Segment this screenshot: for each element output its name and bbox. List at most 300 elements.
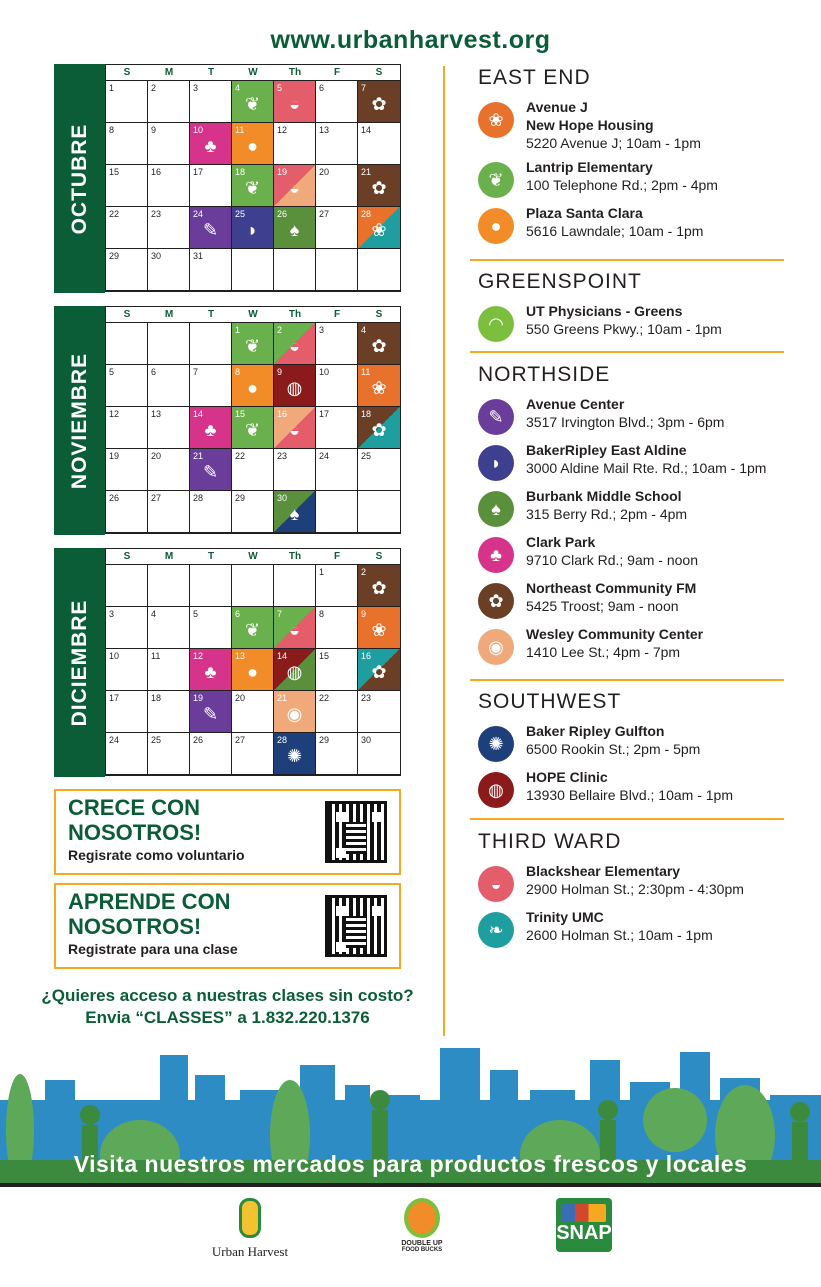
classes-sms-instruction[interactable]: Envia “CLASSES” a 1.832.220.1376 bbox=[85, 1008, 370, 1027]
day-number: 18 bbox=[235, 167, 246, 177]
market-day-cell bbox=[274, 207, 316, 249]
produce-icon: ◉ bbox=[478, 629, 514, 665]
day-number: 29 bbox=[235, 493, 246, 503]
day-number: 13 bbox=[151, 409, 162, 419]
day-cell bbox=[358, 733, 400, 775]
day-number: 14 bbox=[193, 409, 204, 419]
promo-heading-line1: CRECE CON bbox=[68, 795, 201, 820]
weekday-label: S bbox=[123, 309, 131, 320]
day-cell bbox=[316, 365, 358, 407]
market-day-cell bbox=[232, 365, 274, 407]
day-number: 23 bbox=[151, 209, 162, 219]
market-day-cell bbox=[232, 323, 274, 365]
day-cell bbox=[358, 249, 400, 291]
location-address-hours: 550 Greens Pkwy.; 10am - 1pm bbox=[526, 321, 722, 337]
location-name: BakerRipley East Aldine bbox=[526, 442, 687, 458]
region-divider bbox=[470, 351, 784, 353]
snap-logo[interactable] bbox=[556, 1198, 612, 1252]
day-number: 3 bbox=[319, 325, 325, 335]
day-cell bbox=[148, 565, 190, 607]
location-address-hours: 9710 Clark Rd.; 9am - noon bbox=[526, 552, 698, 568]
day-number: 14 bbox=[277, 651, 288, 661]
weekday-label: M bbox=[164, 67, 174, 78]
day-cell bbox=[190, 323, 232, 365]
weekday-label: W bbox=[248, 551, 258, 562]
produce-icon: ◒ bbox=[289, 93, 300, 114]
day-cell bbox=[190, 81, 232, 123]
weekday-header bbox=[106, 65, 400, 81]
produce-icon: ✿ bbox=[371, 177, 387, 198]
produce-icon: ❀ bbox=[478, 102, 514, 138]
day-cell bbox=[190, 607, 232, 649]
day-number: 21 bbox=[361, 167, 372, 177]
day-number: 2 bbox=[361, 567, 367, 577]
produce-icon: ♠ bbox=[478, 491, 514, 527]
day-cell bbox=[190, 249, 232, 291]
weekday-label: F bbox=[333, 551, 341, 562]
market-day-cell bbox=[190, 123, 232, 165]
produce-icon: ❦ bbox=[244, 177, 261, 198]
month-band bbox=[54, 548, 105, 777]
class-promo bbox=[54, 883, 401, 969]
region-title: GREENSPOINT bbox=[478, 270, 642, 293]
produce-icon: ♣ bbox=[204, 419, 217, 440]
day-number: 7 bbox=[193, 367, 199, 377]
day-number: 4 bbox=[361, 325, 367, 335]
location-address-hours: 6500 Rookin St.; 2pm - 5pm bbox=[526, 741, 701, 757]
day-number: 10 bbox=[193, 125, 204, 135]
volunteer-promo bbox=[54, 789, 401, 875]
day-number: 7 bbox=[361, 83, 367, 93]
day-cell bbox=[106, 565, 148, 607]
market-day-cell bbox=[358, 207, 400, 249]
day-cell bbox=[274, 123, 316, 165]
region-divider bbox=[470, 259, 784, 261]
produce-icon: ◒ bbox=[478, 866, 514, 902]
produce-icon: ❦ bbox=[478, 162, 514, 198]
day-number: 21 bbox=[277, 693, 288, 703]
market-location bbox=[478, 487, 784, 527]
day-cell bbox=[106, 165, 148, 207]
weekday-header bbox=[106, 549, 400, 565]
day-cell bbox=[358, 691, 400, 733]
classes-sms-info bbox=[0, 985, 455, 1029]
market-location bbox=[478, 862, 784, 902]
month-band bbox=[54, 306, 105, 535]
location-address-hours: 1410 Lee St.; 4pm - 7pm bbox=[526, 644, 681, 660]
market-day-cell bbox=[274, 165, 316, 207]
day-cell bbox=[148, 365, 190, 407]
produce-icon: ◗ bbox=[478, 445, 514, 481]
day-cell bbox=[274, 449, 316, 491]
day-cell bbox=[148, 449, 190, 491]
market-day-cell bbox=[232, 207, 274, 249]
weekday-label: T bbox=[207, 67, 215, 78]
day-cell bbox=[316, 607, 358, 649]
location-list bbox=[478, 862, 784, 948]
column-divider bbox=[443, 66, 445, 1036]
day-number: 12 bbox=[109, 409, 120, 419]
day-number: 8 bbox=[109, 125, 115, 135]
produce-icon: ✿ bbox=[371, 577, 387, 598]
day-cell bbox=[106, 649, 148, 691]
urban-harvest-wordmark: Urban Harvest bbox=[211, 1244, 289, 1259]
location-name: Avenue Center bbox=[526, 396, 625, 412]
produce-icon: ♣ bbox=[478, 537, 514, 573]
day-cell bbox=[148, 249, 190, 291]
market-day-cell bbox=[358, 365, 400, 407]
day-number: 16 bbox=[361, 651, 372, 661]
produce-icon: ◒ bbox=[289, 335, 300, 356]
weekday-label: W bbox=[248, 67, 258, 78]
day-number: 11 bbox=[151, 651, 161, 661]
produce-icon: ❀ bbox=[371, 219, 387, 240]
produce-icon: ❦ bbox=[244, 619, 261, 640]
day-number: 29 bbox=[319, 735, 330, 745]
weekday-label: W bbox=[248, 309, 258, 320]
class-qr-code[interactable] bbox=[325, 895, 387, 957]
day-number: 4 bbox=[235, 83, 241, 93]
day-number: 27 bbox=[319, 209, 330, 219]
location-name: Clark Park bbox=[526, 534, 596, 550]
markets-banner: Visita nuestros mercados para productos frescos y locales bbox=[73, 1151, 748, 1177]
location-name: Northeast Community FM bbox=[526, 580, 697, 596]
day-number: 5 bbox=[109, 367, 115, 377]
weekday-label: S bbox=[375, 309, 383, 320]
day-cell bbox=[148, 607, 190, 649]
day-number: 26 bbox=[193, 735, 204, 745]
produce-icon: ◒ bbox=[289, 419, 300, 440]
day-number: 15 bbox=[109, 167, 120, 177]
day-cell bbox=[148, 323, 190, 365]
produce-icon: ◗ bbox=[247, 219, 258, 240]
produce-icon: ❀ bbox=[371, 377, 387, 398]
market-location bbox=[478, 158, 784, 198]
day-number: 10 bbox=[319, 367, 330, 377]
market-location bbox=[478, 533, 784, 573]
produce-icon: ❦ bbox=[244, 419, 261, 440]
location-list bbox=[478, 98, 784, 244]
weekday-label: T bbox=[207, 309, 215, 320]
day-number: 10 bbox=[109, 651, 120, 661]
day-number: 14 bbox=[361, 125, 372, 135]
market-day-cell bbox=[190, 407, 232, 449]
day-cell bbox=[106, 449, 148, 491]
day-number: 20 bbox=[319, 167, 330, 177]
day-number: 25 bbox=[235, 209, 246, 219]
market-day-cell bbox=[274, 365, 316, 407]
day-cell bbox=[358, 449, 400, 491]
day-cell bbox=[106, 607, 148, 649]
day-cell bbox=[106, 323, 148, 365]
region-title: SOUTHWEST bbox=[478, 690, 622, 713]
day-cell bbox=[148, 207, 190, 249]
location-name: HOPE Clinic bbox=[526, 769, 608, 785]
day-number: 11 bbox=[361, 367, 371, 377]
market-day-cell bbox=[232, 123, 274, 165]
region-title: THIRD WARD bbox=[478, 830, 622, 853]
produce-icon: ❦ bbox=[244, 93, 261, 114]
day-number: 1 bbox=[235, 325, 241, 335]
region-southwest bbox=[478, 690, 784, 814]
day-cell bbox=[190, 365, 232, 407]
day-cell bbox=[106, 491, 148, 533]
day-cell bbox=[232, 691, 274, 733]
day-number: 31 bbox=[193, 251, 204, 261]
location-address-hours: 5616 Lawndale; 10am - 1pm bbox=[526, 223, 704, 239]
day-number: 13 bbox=[319, 125, 330, 135]
double-up-food-bucks-logo[interactable] bbox=[392, 1198, 452, 1253]
region-northside bbox=[478, 363, 784, 671]
day-number: 21 bbox=[193, 451, 204, 461]
day-number: 12 bbox=[277, 125, 288, 135]
region-divider bbox=[470, 818, 784, 820]
location-address-hours: 5425 Troost; 9am - noon bbox=[526, 598, 679, 614]
day-number: 17 bbox=[319, 409, 330, 419]
snap-text: SNAP bbox=[556, 1222, 612, 1244]
location-name: Wesley Community Center bbox=[526, 626, 704, 642]
location-address-hours: 13930 Bellaire Blvd.; 10am - 1pm bbox=[526, 787, 733, 803]
weekday-label: M bbox=[164, 309, 174, 320]
day-number: 11 bbox=[235, 125, 245, 135]
volunteer-qr-code[interactable] bbox=[325, 801, 387, 863]
food-bucks-text: FOOD BUCKS bbox=[401, 1247, 443, 1253]
day-cell bbox=[190, 733, 232, 775]
calendar-grid bbox=[105, 64, 401, 292]
day-number: 16 bbox=[277, 409, 288, 419]
day-cell bbox=[358, 123, 400, 165]
day-cell bbox=[274, 249, 316, 291]
day-number: 5 bbox=[193, 609, 199, 619]
produce-icon: ✎ bbox=[202, 703, 219, 724]
day-number: 12 bbox=[193, 651, 204, 661]
market-location bbox=[478, 625, 784, 665]
volunteer-signup-text: Regisrate como voluntario bbox=[68, 847, 245, 863]
market-location bbox=[478, 722, 784, 762]
day-number: 6 bbox=[235, 609, 241, 619]
day-cell bbox=[316, 691, 358, 733]
day-number: 3 bbox=[193, 83, 199, 93]
month-label: NOVIEMBRE bbox=[67, 352, 91, 489]
location-list bbox=[478, 722, 784, 808]
day-number: 4 bbox=[151, 609, 157, 619]
produce-icon: ● bbox=[247, 661, 258, 682]
location-name: Avenue J bbox=[526, 99, 588, 115]
location-name: Blackshear Elementary bbox=[526, 863, 681, 879]
market-location bbox=[478, 579, 784, 619]
produce-icon: ♠ bbox=[289, 503, 300, 524]
produce-icon: ✎ bbox=[478, 399, 514, 435]
day-cell bbox=[106, 207, 148, 249]
location-address-hours: 315 Berry Rd.; 2pm - 4pm bbox=[526, 506, 688, 522]
weekday-label: M bbox=[164, 551, 174, 562]
day-number: 1 bbox=[109, 83, 115, 93]
day-cell bbox=[148, 407, 190, 449]
day-number: 5 bbox=[277, 83, 283, 93]
day-number: 30 bbox=[151, 251, 162, 261]
produce-icon: ❦ bbox=[244, 335, 261, 356]
day-cell bbox=[148, 691, 190, 733]
day-cell bbox=[190, 565, 232, 607]
day-cell bbox=[190, 491, 232, 533]
day-number: 30 bbox=[361, 735, 372, 745]
month-label: OCTUBRE bbox=[67, 123, 91, 234]
market-day-cell bbox=[274, 407, 316, 449]
day-number: 28 bbox=[361, 209, 372, 219]
day-number: 27 bbox=[235, 735, 246, 745]
weekday-label: S bbox=[375, 551, 383, 562]
day-cell bbox=[316, 733, 358, 775]
produce-icon: ◍ bbox=[286, 377, 303, 398]
market-day-cell bbox=[274, 733, 316, 775]
day-number: 17 bbox=[109, 693, 120, 703]
day-cell bbox=[106, 249, 148, 291]
produce-icon: ✿ bbox=[371, 335, 387, 356]
urban-harvest-logo[interactable] bbox=[205, 1198, 295, 1260]
day-cell bbox=[316, 207, 358, 249]
day-cell bbox=[316, 165, 358, 207]
location-name-line2: New Hope Housing bbox=[526, 117, 654, 133]
day-cell bbox=[106, 733, 148, 775]
day-number: 25 bbox=[361, 451, 372, 461]
location-list bbox=[478, 302, 784, 342]
day-number: 23 bbox=[277, 451, 288, 461]
day-number: 27 bbox=[151, 493, 162, 503]
day-number: 29 bbox=[109, 251, 120, 261]
calendar-grid bbox=[105, 306, 401, 534]
market-day-cell bbox=[190, 207, 232, 249]
day-number: 24 bbox=[109, 735, 120, 745]
market-location bbox=[478, 395, 784, 435]
produce-icon: ● bbox=[247, 135, 258, 156]
day-number: 9 bbox=[277, 367, 283, 377]
day-number: 15 bbox=[235, 409, 246, 419]
market-day-cell bbox=[232, 649, 274, 691]
produce-icon: ✎ bbox=[202, 461, 219, 482]
calendar-october bbox=[54, 64, 401, 293]
location-name: Lantrip Elementary bbox=[526, 159, 653, 175]
day-cell bbox=[106, 81, 148, 123]
location-address-hours: 3000 Aldine Mail Rte. Rd.; 10am - 1pm bbox=[526, 460, 767, 476]
market-day-cell bbox=[358, 81, 400, 123]
day-number: 19 bbox=[109, 451, 120, 461]
day-cell bbox=[148, 123, 190, 165]
produce-icon: ♠ bbox=[289, 219, 300, 240]
day-number: 20 bbox=[151, 451, 162, 461]
market-location bbox=[478, 908, 784, 948]
calendar-november bbox=[54, 306, 401, 535]
produce-icon: ✿ bbox=[371, 419, 387, 440]
promo-heading-line1: APRENDE CON bbox=[68, 889, 231, 914]
day-cell bbox=[106, 123, 148, 165]
day-number: 26 bbox=[277, 209, 288, 219]
region-title: NORTHSIDE bbox=[478, 363, 611, 386]
day-number: 6 bbox=[319, 83, 325, 93]
day-number: 25 bbox=[151, 735, 162, 745]
day-cell bbox=[358, 491, 400, 533]
classes-question: ¿Quieres acceso a nuestras clases sin costo? bbox=[41, 986, 414, 1005]
day-number: 17 bbox=[193, 167, 204, 177]
day-number: 9 bbox=[151, 125, 157, 135]
day-number: 1 bbox=[319, 567, 325, 577]
day-cell bbox=[148, 165, 190, 207]
market-day-cell bbox=[190, 691, 232, 733]
day-cell bbox=[148, 81, 190, 123]
promo-heading-line2: NOSOTROS! bbox=[68, 820, 202, 845]
day-cell bbox=[106, 365, 148, 407]
day-number: 3 bbox=[109, 609, 115, 619]
day-number: 15 bbox=[319, 651, 330, 661]
weekday-label: T bbox=[207, 551, 215, 562]
month-label: DICIEMBRE bbox=[67, 599, 91, 726]
region-divider bbox=[470, 679, 784, 681]
weekday-header bbox=[106, 307, 400, 323]
day-cell bbox=[106, 407, 148, 449]
weekday-label: Th bbox=[288, 309, 302, 320]
day-cell bbox=[232, 733, 274, 775]
day-number: 26 bbox=[109, 493, 120, 503]
weekday-label: Th bbox=[288, 551, 302, 562]
day-cell bbox=[148, 649, 190, 691]
day-number: 20 bbox=[235, 693, 246, 703]
market-day-cell bbox=[190, 449, 232, 491]
day-cell bbox=[316, 449, 358, 491]
weekday-label: S bbox=[123, 551, 131, 562]
produce-icon: ◉ bbox=[286, 703, 303, 724]
location-address-hours: 3517 Irvington Blvd.; 3pm - 6pm bbox=[526, 414, 725, 430]
website-url[interactable]: www.urbanharvest.org bbox=[270, 26, 551, 54]
location-address-hours: 2600 Holman St.; 10am - 1pm bbox=[526, 927, 713, 943]
carrot-apple-icon bbox=[404, 1198, 440, 1238]
market-day-cell bbox=[274, 649, 316, 691]
market-day-cell bbox=[274, 607, 316, 649]
market-day-cell bbox=[232, 81, 274, 123]
market-day-cell bbox=[274, 81, 316, 123]
ground-line bbox=[0, 1183, 821, 1187]
produce-icon: ✿ bbox=[371, 93, 387, 114]
day-cell bbox=[316, 491, 358, 533]
location-address-hours: 2900 Holman St.; 2:30pm - 4:30pm bbox=[526, 881, 744, 897]
corn-icon bbox=[239, 1198, 261, 1238]
day-number: 28 bbox=[277, 735, 288, 745]
region-third-ward bbox=[478, 830, 784, 954]
day-number: 22 bbox=[235, 451, 246, 461]
location-address-hours: 100 Telephone Rd.; 2pm - 4pm bbox=[526, 177, 718, 193]
produce-icon: ❀ bbox=[371, 619, 387, 640]
market-day-cell bbox=[358, 649, 400, 691]
market-day-cell bbox=[274, 691, 316, 733]
day-number: 18 bbox=[151, 693, 162, 703]
produce-icon: ❧ bbox=[478, 912, 514, 948]
produce-icon: ● bbox=[247, 377, 258, 398]
day-number: 7 bbox=[277, 609, 283, 619]
day-cell bbox=[316, 565, 358, 607]
location-name: Burbank Middle School bbox=[526, 488, 682, 504]
produce-icon: ◒ bbox=[289, 177, 300, 198]
produce-icon: ♣ bbox=[204, 135, 217, 156]
day-number: 16 bbox=[151, 167, 162, 177]
day-number: 19 bbox=[277, 167, 288, 177]
produce-icon: ◍ bbox=[478, 772, 514, 808]
market-location bbox=[478, 302, 784, 342]
produce-icon: ✺ bbox=[286, 745, 303, 766]
day-cell bbox=[316, 249, 358, 291]
produce-icon: ♣ bbox=[204, 661, 217, 682]
market-day-cell bbox=[190, 649, 232, 691]
weekday-label: S bbox=[123, 67, 131, 78]
day-number: 13 bbox=[235, 651, 246, 661]
produce-icon: ✎ bbox=[202, 219, 219, 240]
